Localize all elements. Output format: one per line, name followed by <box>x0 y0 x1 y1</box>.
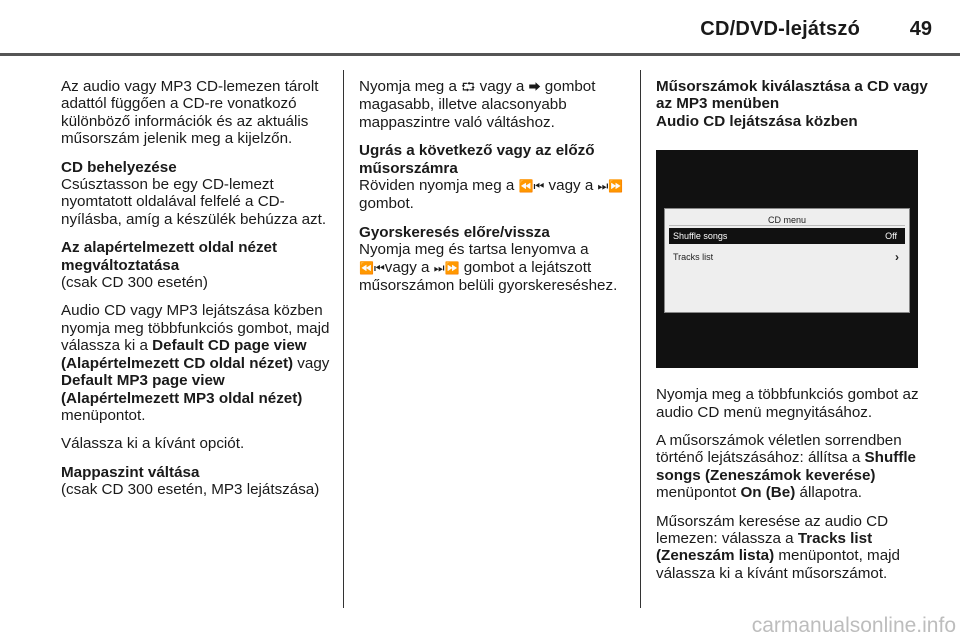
text-run: gombot. <box>359 195 414 213</box>
text-run: menüpontot. <box>61 406 146 424</box>
footer-watermark: carmanualsonline.info <box>751 614 956 637</box>
section <box>61 464 333 499</box>
section-heading: Műsorszámok kiválasztása a CD vagy az MP3 menüben <box>656 78 928 113</box>
menu-item-shuffle-songs <box>669 228 905 244</box>
menu-item-label: Tracks list <box>673 252 714 263</box>
text-run: Röviden nyomja meg a <box>359 177 519 195</box>
paragraph <box>359 78 629 131</box>
divider <box>669 225 905 226</box>
column-2 <box>359 78 629 305</box>
folder-down-icon: ⮕ <box>528 80 541 94</box>
section-heading: Ugrás a következő vagy az előző műsorszámra <box>359 142 595 177</box>
column-divider <box>343 70 344 608</box>
paragraph <box>656 432 928 502</box>
section <box>359 224 629 295</box>
next-track-icon: ⏭⏩ <box>597 179 624 194</box>
text-run: állapotra. <box>795 484 862 502</box>
paragraph <box>656 513 928 583</box>
menu-item-label: Shuffle songs <box>673 231 728 242</box>
section-heading: Az alapértelmezett oldal nézet megváltoztatása <box>61 239 278 274</box>
text-run: Műsorszám keresése az audio CD lemezen: válassza a <box>656 512 889 548</box>
menu-option: On (Be) <box>740 484 796 502</box>
text-run: menüpontot, majd válassza ki a kívánt műsorszámot. <box>656 547 900 582</box>
page-header-title: CD/DVD-lejátszó <box>700 18 860 40</box>
fast-forward-icon: ⏭⏩ <box>433 260 460 275</box>
text-run: gombot a lejátszott műsorszámon belüli gyorskereséshez. <box>359 258 618 295</box>
paragraph: Válassza ki a kívánt opciót. <box>61 435 245 453</box>
paragraph: Nyomja meg a többfunkciós gombot az audio CD menü megnyitásához. <box>656 386 919 421</box>
text-run: Nyomja meg és tartsa lenyomva a <box>359 241 589 259</box>
display-screenshot <box>656 150 918 368</box>
menu-item-tracks-list <box>669 249 905 265</box>
cd-menu-panel <box>664 208 910 313</box>
header-rule <box>0 53 960 56</box>
paragraph: (csak CD 300 esetén) <box>61 274 208 292</box>
column-1 <box>61 78 333 510</box>
section-heading: Mappaszint váltása <box>61 463 200 481</box>
text-run: vagy <box>293 354 330 372</box>
menu-option: Tracks list (Zeneszám lista) <box>656 530 873 565</box>
cd-menu-title: CD menu <box>767 215 806 226</box>
column-3 <box>656 78 928 593</box>
section <box>61 159 333 229</box>
text-run: Nyomja meg a <box>359 78 462 95</box>
menu-option: Default CD page view (Alapértelmezett CD oldal nézet) <box>61 337 307 372</box>
section <box>359 142 629 213</box>
previous-track-icon: ⏪⏮ <box>518 179 545 194</box>
rewind-icon: ⏪⏮ <box>359 260 385 275</box>
menu-item-value: Off <box>885 231 897 242</box>
text-run: gombot magasabb, illetve alacsonyabb mappaszintre való váltáshoz. <box>359 78 596 131</box>
menu-option: Default MP3 page view (Alapértelmezett MP3 oldal nézet) <box>61 372 303 407</box>
column-divider <box>640 70 641 608</box>
text-run: menüpontot <box>656 484 741 502</box>
menu-option: Shuffle songs (Zeneszámok keverése) <box>656 449 916 484</box>
paragraph <box>61 302 333 424</box>
text-run: vagy a <box>384 258 434 276</box>
paragraph: Az audio vagy MP3 CD-lemezen tárolt adattól függően a CD-re vonatkozó különböző információk és az aktuális műsorszám jelenik meg a kijelzőn. <box>61 78 319 148</box>
paragraph: (csak CD 300 esetén, MP3 lejátszása) <box>61 481 320 499</box>
chevron-right-icon: › <box>895 250 899 265</box>
section-heading: CD behelyezése <box>61 158 177 176</box>
section-heading: Gyorskeresés előre/vissza <box>359 223 550 241</box>
paragraph: Csúsztasson be egy CD-lemezt nyomtatott oldalával felfelé a CD-nyílásba, amíg a készülék behúzza azt. <box>61 176 327 228</box>
page-number: 49 <box>909 18 932 40</box>
text-run: vagy a <box>544 177 598 195</box>
section <box>61 239 333 291</box>
text-run: vagy a <box>475 78 529 95</box>
folder-up-icon: ⮔ <box>461 80 476 94</box>
subsection-heading: Audio CD lejátszása közben <box>656 112 858 130</box>
text-run: A műsorszámok véletlen sorrendben történő lejátszásához: állítsa a <box>656 432 902 467</box>
text-run: Audio CD vagy MP3 lejátszása közben nyomja meg többfunkciós gombot, majd válassza ki a <box>61 302 330 355</box>
